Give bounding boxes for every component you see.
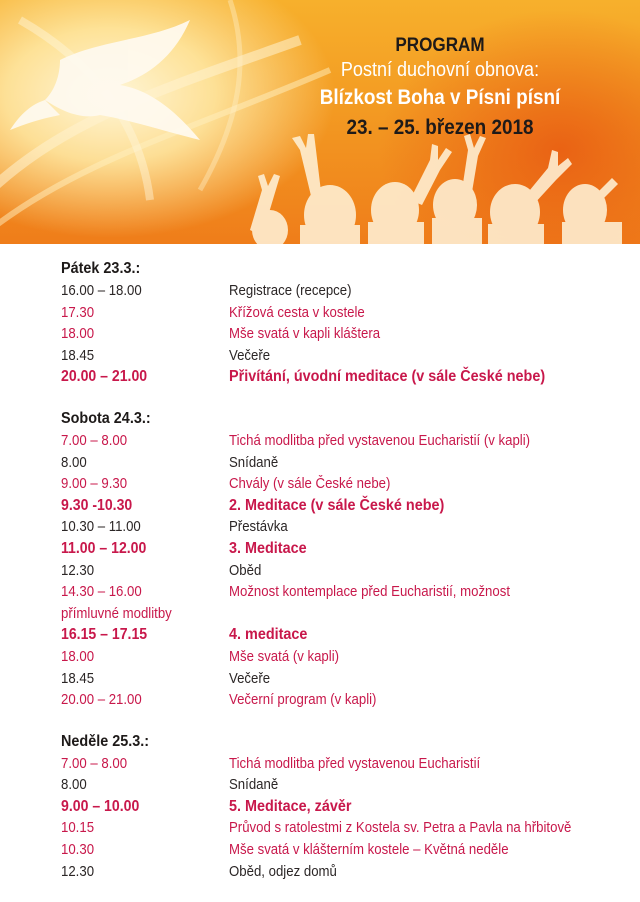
schedule-row [61,668,631,690]
row-time: 10.30 [61,841,95,859]
row-event: Večeře [229,346,271,364]
schedule-row [61,689,631,711]
row-time: 8.00 [61,453,87,471]
row-event: Přestávka [229,518,288,536]
schedule-row [61,774,631,796]
row-time: 7.00 – 8.00 [61,431,128,449]
schedule [61,258,631,902]
header-banner [0,0,640,244]
row-time: 12.30 [61,561,95,579]
row-event: Oběd, odjez domů [229,862,337,880]
program-heading: PROGRAM [395,35,485,56]
row-continuation [61,603,631,625]
row-event: Oběd [229,561,262,579]
row-event: Mše svatá v klášterním kostele – Květná neděle [229,841,509,859]
row-event: Chvály (v sále České nebe) [229,475,391,493]
dove-icon [10,20,200,140]
schedule-row [61,753,631,775]
row-event: Večeře [229,669,271,687]
row-time: 14.30 – 16.00 [61,583,142,601]
row-time: 10.30 – 11.00 [61,518,141,536]
schedule-row [61,302,631,324]
schedule-row [61,345,631,367]
row-time: 8.00 [61,776,87,794]
row-time: 16.15 – 17.15 [61,626,148,644]
day-saturday [61,408,631,711]
row-event: Možnost kontemplace před Eucharistií, možnost [229,583,511,601]
day-friday [61,258,631,388]
row-event: Průvod s ratolestmi z Kostela sv. Petra a Pavla na hřbitově [229,819,572,837]
schedule-row [61,581,631,603]
schedule-row [61,646,631,668]
row-event: Snídaně [229,453,279,471]
program-subtitle: Postní duchovní obnova: [340,59,540,81]
row-event: Registrace (recepce) [229,282,352,299]
row-continuation-text: přímluvné modlitby [61,604,172,622]
row-event: Mše svatá v kapli kláštera [229,325,381,343]
schedule-row [61,323,631,345]
schedule-row [61,839,631,861]
row-time: 12.30 [61,862,95,880]
day-heading: Sobota 24.3.: [61,409,151,427]
row-event: 2. Meditace (v sále České nebe) [229,496,445,514]
schedule-row [61,796,631,818]
schedule-row [61,624,631,646]
row-time: 20.00 – 21.00 [61,691,142,709]
program-theme: Blízkost Boha v Písni písní [319,86,561,109]
row-event: Křížová cesta v kostele [229,303,365,321]
row-event: Snídaně [229,776,279,794]
schedule-row [61,560,631,582]
schedule-row [61,452,631,474]
row-time: 18.00 [61,647,95,665]
row-time: 17.30 [61,303,95,321]
schedule-row [61,861,631,883]
schedule-row [61,516,631,538]
row-event: 4. meditace [229,626,308,644]
program-dates: 23. – 25. březen 2018 [346,116,534,139]
row-time: 9.00 – 10.00 [61,797,140,815]
row-event: Večerní program (v kapli) [229,691,377,709]
row-event: 5. Meditace, závěr [229,797,352,815]
row-time: 20.00 – 21.00 [61,368,148,386]
row-time: 18.45 [61,669,95,687]
row-time: 10.15 [61,819,95,837]
row-time: 16.00 – 18.00 [61,282,142,299]
schedule-row [61,366,631,388]
day-heading: Pátek 23.3.: [61,260,141,277]
row-event: Přivítání, úvodní meditace (v sále České nebe) [229,368,546,386]
row-time: 18.45 [61,346,95,364]
row-time: 9.00 – 9.30 [61,475,128,493]
schedule-row [61,430,631,452]
schedule-row [61,495,631,517]
row-time: 9.30 -10.30 [61,496,133,514]
row-event: Mše svatá (v kapli) [229,647,340,665]
row-event: 3. Meditace [229,539,307,557]
row-event: Tichá modlitba před vystavenou Eucharistií (v kapli) [229,431,531,449]
crowd-silhouette [250,134,622,244]
schedule-row [61,280,631,302]
schedule-row [61,817,631,839]
title-block [290,34,590,143]
row-time: 18.00 [61,325,95,343]
day-sunday [61,731,631,883]
day-heading: Neděle 25.3.: [61,732,150,750]
schedule-row [61,473,631,495]
row-time: 11.00 – 12.00 [61,539,147,557]
row-event: Tichá modlitba před vystavenou Eucharistií [229,754,481,772]
schedule-row [61,538,631,560]
row-time: 7.00 – 8.00 [61,754,128,772]
